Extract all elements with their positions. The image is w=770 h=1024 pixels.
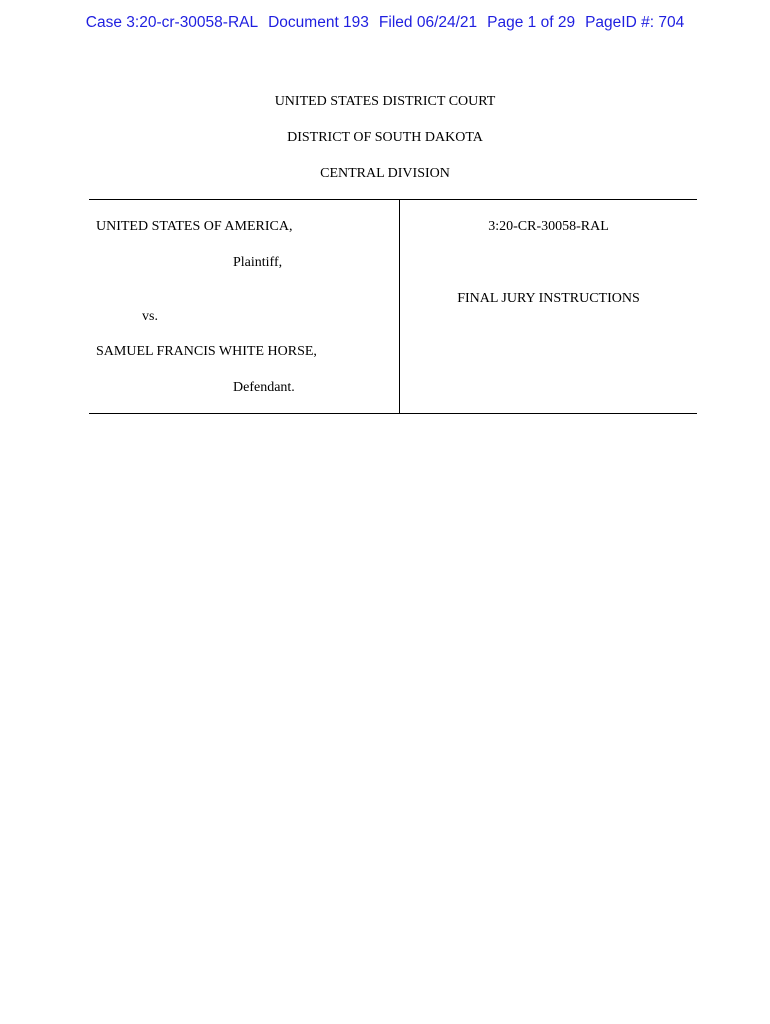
ecf-filed-date: Filed 06/24/21 [378, 14, 478, 31]
caption-bottom-rule [89, 413, 697, 414]
caption-top-rule [89, 199, 697, 200]
plaintiff-label: Plaintiff, [233, 255, 283, 270]
case-number: 3:20-CR-30058-RAL [488, 219, 609, 234]
court-district: DISTRICT OF SOUTH DAKOTA [287, 130, 483, 145]
ecf-page-id: PageID #: 704 [585, 14, 685, 31]
ecf-case-number: Case 3:20-cr-30058-RAL [85, 14, 259, 31]
court-division: CENTRAL DIVISION [320, 166, 450, 181]
ecf-page-count: Page 1 of 29 [487, 14, 576, 31]
plaintiff-name: UNITED STATES OF AMERICA, [96, 219, 293, 234]
ecf-filing-header [0, 14, 770, 32]
versus-label: vs. [142, 309, 158, 324]
ecf-document-number: Document 193 [268, 14, 369, 31]
court-name: UNITED STATES DISTRICT COURT [274, 94, 496, 109]
defendant-label: Defendant. [233, 380, 295, 395]
defendant-name: SAMUEL FRANCIS WHITE HORSE, [96, 344, 317, 359]
document-title: FINAL JURY INSTRUCTIONS [457, 291, 640, 306]
